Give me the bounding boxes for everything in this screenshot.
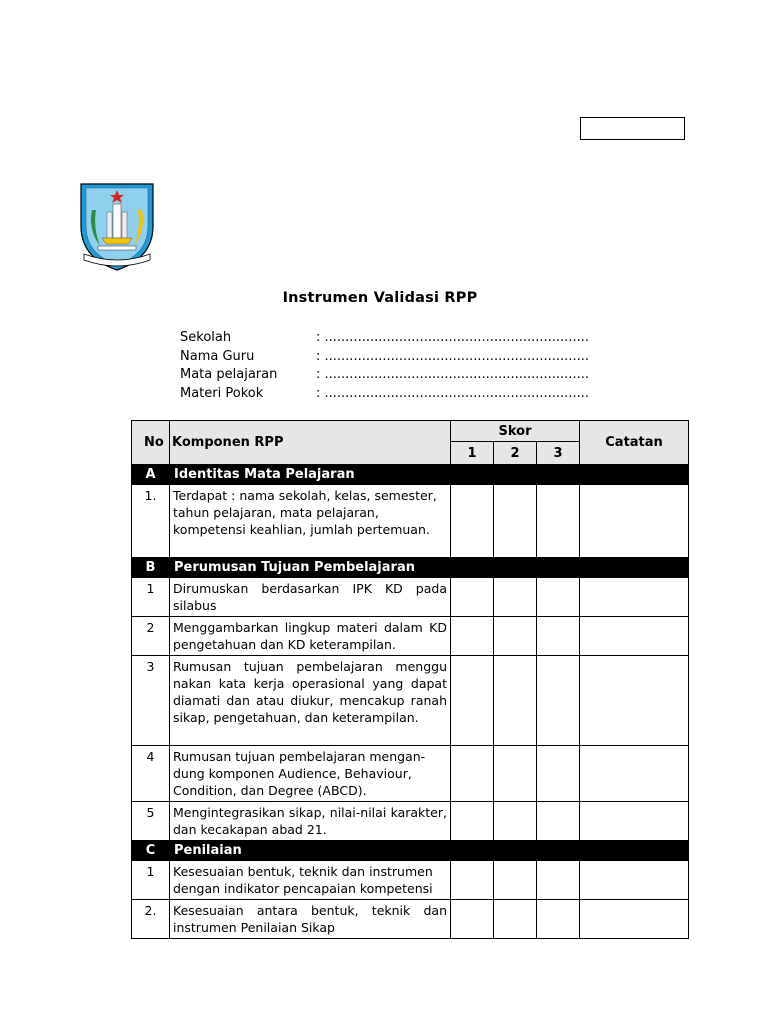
form-row-nama-guru	[180, 348, 589, 367]
score-cell[interactable]	[451, 861, 494, 900]
row-text: Mengintegrasikan sikap, nilai-nilai karakter, dan kecakapan abad 21.	[170, 802, 451, 841]
row-text: Rumusan tujuan pembelajaran menggu nakan kata kerja operasional yang dapat diamati dan atau diukur, mencakup ranah sikap, pengetahuan, dan keterampilan.	[170, 656, 451, 746]
page-title-text: Instrumen Validasi RPP	[282, 290, 478, 306]
section-title: Penilaian	[170, 841, 451, 861]
row-text: Menggambarkan lingkup materi dalam KD pengetahuan dan KD keterampilan.	[170, 617, 451, 656]
score-cell[interactable]	[494, 656, 537, 746]
page-title	[0, 290, 768, 306]
provincial-emblem	[78, 180, 156, 272]
table-row	[132, 656, 689, 746]
header-catatan: Catatan	[580, 421, 689, 465]
header-komponen: Komponen RPP	[170, 421, 451, 465]
header-skor-3: 3	[537, 442, 580, 465]
notes-cell[interactable]	[580, 656, 689, 746]
validation-table	[131, 420, 689, 939]
section-letter: A	[132, 465, 170, 485]
row-no: 1	[132, 861, 170, 900]
emblem-icon	[78, 180, 156, 272]
form-row-sekolah	[180, 329, 589, 348]
table-row	[132, 861, 689, 900]
score-cell[interactable]	[537, 617, 580, 656]
row-no: 5	[132, 802, 170, 841]
row-text: Rumusan tujuan pembelajaran mengan-dung komponen Audience, Behaviour, Condition, dan Degree (ABCD).	[170, 746, 451, 802]
form-label: Mata pelajaran	[180, 367, 278, 382]
row-no: 3	[132, 656, 170, 746]
score-cell[interactable]	[537, 802, 580, 841]
notes-cell[interactable]	[580, 861, 689, 900]
score-cell[interactable]	[451, 900, 494, 939]
score-cell[interactable]	[451, 656, 494, 746]
table-row	[132, 485, 689, 558]
score-cell[interactable]	[494, 861, 537, 900]
identity-form	[180, 329, 589, 403]
score-cell[interactable]	[537, 485, 580, 558]
score-cell[interactable]	[537, 900, 580, 939]
score-cell[interactable]	[451, 617, 494, 656]
row-text: Dirumuskan berdasarkan IPK KD pada silabus	[170, 578, 451, 617]
score-cell[interactable]	[537, 656, 580, 746]
form-row-materi-pokok	[180, 385, 589, 404]
row-no: 2.	[132, 900, 170, 939]
header-skor-1: 1	[451, 442, 494, 465]
document-code-box	[580, 117, 685, 140]
header-no: No	[132, 421, 170, 465]
table-row	[132, 578, 689, 617]
form-label: Sekolah	[180, 330, 232, 345]
section-title: Perumusan Tujuan Pembelajaran	[170, 558, 451, 578]
section-letter: C	[132, 841, 170, 861]
section-fill	[451, 558, 689, 578]
row-no: 4	[132, 746, 170, 802]
table-row	[132, 900, 689, 939]
notes-cell[interactable]	[580, 746, 689, 802]
score-cell[interactable]	[451, 578, 494, 617]
score-cell[interactable]	[451, 802, 494, 841]
notes-cell[interactable]	[580, 802, 689, 841]
form-value: : ................................................................	[316, 348, 589, 364]
row-no: 2	[132, 617, 170, 656]
section-letter: B	[132, 558, 170, 578]
score-cell[interactable]	[494, 578, 537, 617]
form-value: : ................................................................	[316, 385, 589, 401]
score-cell[interactable]	[451, 746, 494, 802]
table-row	[132, 746, 689, 802]
header-skor: Skor	[451, 421, 580, 442]
score-cell[interactable]	[537, 861, 580, 900]
section-row	[132, 841, 689, 861]
section-row	[132, 558, 689, 578]
form-label: Nama Guru	[180, 348, 255, 364]
row-text: Terdapat : nama sekolah, kelas, semester, tahun pelajaran, mata pelajaran, kompetensi keahlian, jumlah pertemuan.	[170, 485, 451, 558]
notes-cell[interactable]	[580, 485, 689, 558]
form-value: : ................................................................	[316, 330, 589, 345]
score-cell[interactable]	[494, 900, 537, 939]
section-title: Identitas Mata Pelajaran	[170, 465, 451, 485]
header-skor-2: 2	[494, 442, 537, 465]
notes-cell[interactable]	[580, 578, 689, 617]
score-cell[interactable]	[494, 802, 537, 841]
score-cell[interactable]	[451, 485, 494, 558]
section-row	[132, 465, 689, 485]
section-fill	[451, 841, 689, 861]
form-label: Materi Pokok	[180, 385, 264, 401]
row-text: Kesesuaian bentuk, teknik dan instrumen dengan indikator pencapaian kompetensi	[170, 861, 451, 900]
row-text: Kesesuaian antara bentuk, teknik dan instrumen Penilaian Sikap	[170, 900, 451, 939]
notes-cell[interactable]	[580, 900, 689, 939]
form-row-mata-pelajaran	[180, 366, 589, 385]
table-row	[132, 617, 689, 656]
row-no: 1.	[132, 485, 170, 558]
score-cell[interactable]	[494, 617, 537, 656]
form-value: : ................................................................	[316, 367, 589, 382]
row-no: 1	[132, 578, 170, 617]
score-cell[interactable]	[537, 746, 580, 802]
score-cell[interactable]	[494, 485, 537, 558]
score-cell[interactable]	[537, 578, 580, 617]
notes-cell[interactable]	[580, 617, 689, 656]
score-cell[interactable]	[494, 746, 537, 802]
section-fill	[451, 465, 689, 485]
table-row	[132, 802, 689, 841]
